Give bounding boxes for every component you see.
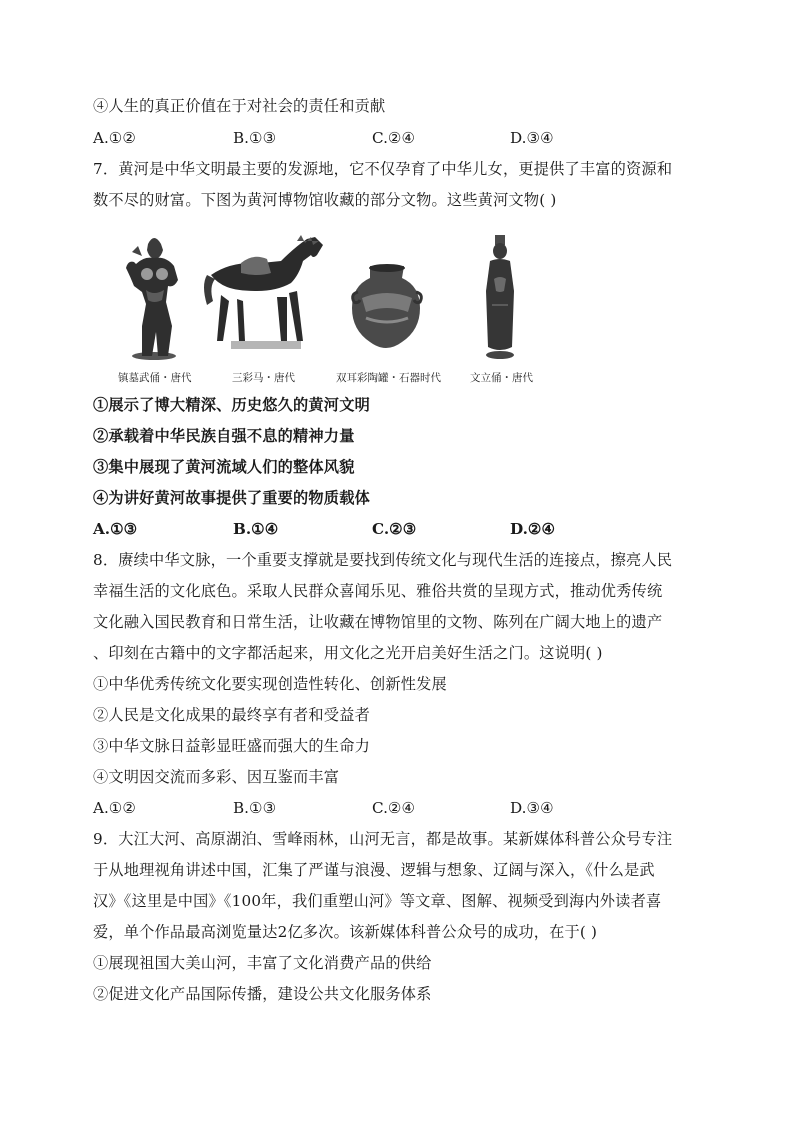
q8-statement-2: ②人民是文化成果的最终享有者和受益者 [93, 706, 370, 724]
q7-statement-4: ④为讲好黄河故事提供了重要的物质载体 [93, 489, 370, 507]
q7-statement-2: ②承载着中华民族自强不息的精神力量 [93, 427, 355, 445]
civil-official-figurine-image [480, 235, 520, 360]
q8-statement-3: ③中华文脉日益彰显旺盛而强大的生命力 [93, 737, 370, 755]
q9-statement-1: ①展现祖国大美山河，丰富了文化消费产品的供给 [93, 954, 432, 972]
q7-option-a[interactable]: A.①③ [93, 520, 138, 538]
tomb-warrior-figurine-image [124, 230, 186, 360]
painted-pottery-jar-image [350, 262, 424, 352]
caption-tomb-warrior: 镇墓武俑・唐代 [118, 372, 192, 384]
q9-stem-line-2: 于从地理视角讲述中国，汇集了严谨与浪漫、逻辑与想象、辽阔与深入，《什么是武 [93, 861, 655, 879]
q8-stem-line-3: 文化融入国民教育和日常生活，让收藏在博物馆里的文物、陈列在广阔大地上的遗产 [93, 613, 663, 631]
q7-statement-1: ①展示了博大精深、历史悠久的黄河文明 [93, 396, 370, 414]
q8-option-c[interactable]: C.②④ [372, 799, 416, 817]
q8-option-a[interactable]: A.①② [93, 799, 137, 817]
q6-option-b[interactable]: B.①③ [233, 129, 277, 147]
q8-statement-4: ④文明因交流而多彩、因互鉴而丰富 [93, 768, 340, 786]
q6-statement-4: ④人生的真正价值在于对社会的责任和贡献 [93, 97, 386, 115]
q7-option-b[interactable]: B.①④ [233, 520, 279, 538]
q8-option-b[interactable]: B.①③ [233, 799, 277, 817]
q8-option-d[interactable]: D.③④ [510, 799, 554, 817]
q7-option-d[interactable]: D.②④ [510, 520, 556, 538]
q7-option-c[interactable]: C.②③ [372, 520, 417, 538]
q9-stem-line-1: 9．大江大河、高原湖泊、雪峰雨林，山河无言，都是故事。某新媒体科普公众号专注 [93, 830, 673, 848]
q8-stem-line-2: 幸福生活的文化底色。采取人民群众喜闻乐见、雅俗共赏的呈现方式，推动优秀传统 [93, 582, 663, 600]
q7-stem-line-1: 7．黄河是中华文明最主要的发源地，它不仅孕育了中华儿女，更提供了丰富的资源和 [93, 160, 673, 178]
q8-statement-1: ①中华优秀传统文化要实现创造性转化、创新性发展 [93, 675, 447, 693]
q6-option-c[interactable]: C.②④ [372, 129, 416, 147]
q9-stem-line-4: 爱，单个作品最高浏览量达2亿多次。该新媒体科普公众号的成功，在于( ) [93, 923, 598, 941]
sancai-horse-image [201, 235, 331, 355]
q8-stem-line-4: 、印刻在古籍中的文字都活起来，用文化之光开启美好生活之门。这说明( ) [93, 644, 603, 662]
q9-stem-line-3: 汉》《这里是中国》《100年，我们重塑山河》等文章、图解、视频受到海内外读者喜 [93, 892, 662, 910]
q7-statement-3: ③集中展现了黄河流域人们的整体风貌 [93, 458, 355, 476]
caption-civil-official: 文立俑・唐代 [470, 372, 533, 384]
q9-statement-2: ②促进文化产品国际传播，建设公共文化服务体系 [93, 985, 432, 1003]
caption-pottery-jar: 双耳彩陶罐・石器时代 [336, 372, 441, 384]
caption-sancai-horse: 三彩马・唐代 [232, 372, 295, 384]
q6-option-d[interactable]: D.③④ [510, 129, 554, 147]
q7-stem-line-2: 数不尽的财富。下图为黄河博物馆收藏的部分文物。这些黄河文物( ) [93, 191, 557, 209]
q8-stem-line-1: 8．赓续中华文脉，一个重要支撑就是要找到传统文化与现代生活的连接点，擦亮人民 [93, 551, 673, 569]
q6-option-a[interactable]: A.①② [93, 129, 137, 147]
